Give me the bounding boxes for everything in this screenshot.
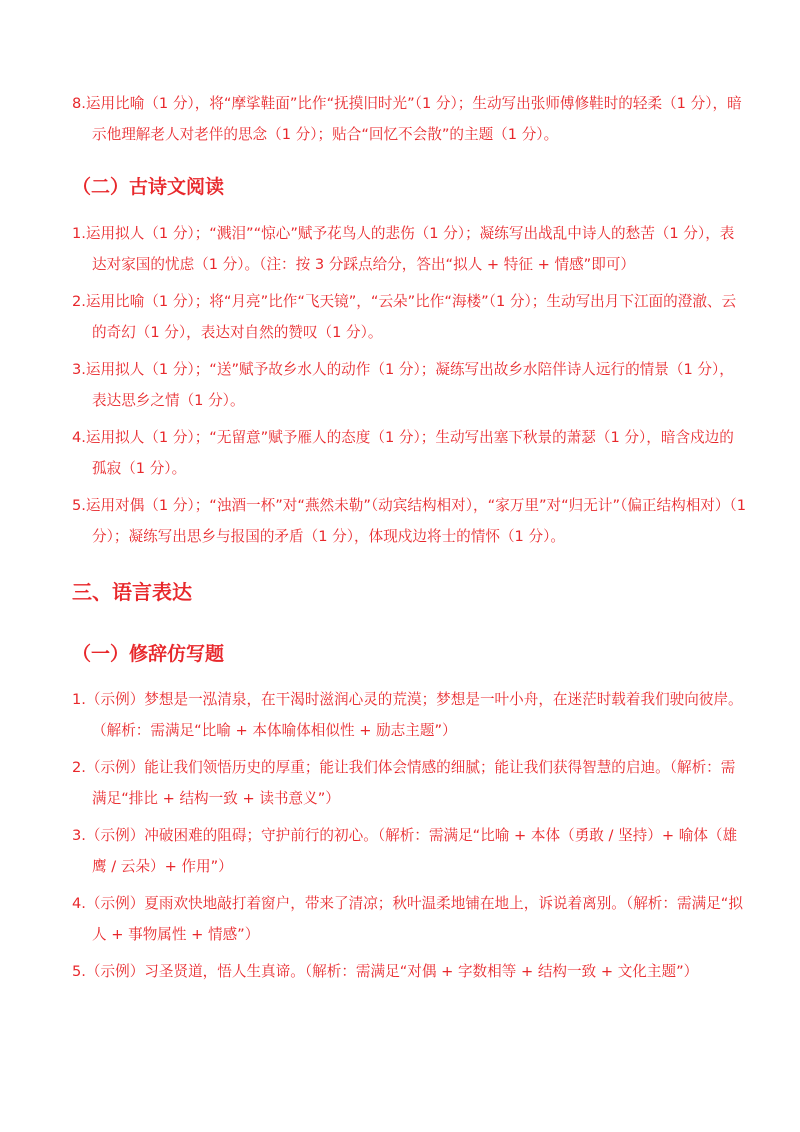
poetry-answer-4: 4.运用拟人（1 分）；“无留意”赋予雁人的态度（1 分）；生动写出塞下秋景的萧瑟（1 分），暗含戍边的孤寂（1 分）。 bbox=[72, 429, 734, 477]
poetry-answer-2: 2.运用比喻（1 分）；将“月亮”比作“飞天镜”，“云朵”比作“海楼”（1 分）；生动写出月下江面的澄澈、云的奇幻（1 分），表达对自然的赞叹（1 分）。 bbox=[72, 293, 737, 341]
rhetoric-answer-4: 4.（示例）夏雨欢快地敲打着窗户，带来了清凉；秋叶温柔地铺在地上，诉说着离别。（解析：需满足“拟人 + 事物属性 + 情感”） bbox=[72, 895, 743, 943]
rhetoric-answer-2: 2.（示例）能让我们领悟历史的厚重；能让我们体会情感的细腻；能让我们获得智慧的启迪。（解析：需满足“排比 + 结构一致 + 读书意义”） bbox=[72, 759, 736, 807]
section-heading-language: 三、语言表达 bbox=[72, 580, 192, 604]
poetry-answer-1: 1.运用拟人（1 分）；“溅泪”“惊心”赋予花鸟人的悲伤（1 分）；凝练写出战乱中诗人的愁苦（1 分），表达对家国的忧虑（1 分）。（注：按 3 分踩点给分，答出“拟人 + 特征 + 情感”即可） bbox=[72, 225, 735, 273]
rhetoric-answer-5: 5.（示例）习圣贤道，悟人生真谛。（解析：需满足“对偶 + 字数相等 + 结构一致 + 文化主题”） bbox=[72, 963, 699, 980]
answer-item-8: 8.运用比喻（1 分），将“摩挲鞋面”比作“抚摸旧时光”（1 分）；生动写出张师傅修鞋时的轻柔（1 分），暗示他理解老人对老伴的思念（1 分）；贴合“回忆不会散”的主题（1 分）。 bbox=[72, 95, 742, 143]
poetry-answer-3: 3.运用拟人（1 分）；“送”赋予故乡水人的动作（1 分）；凝练写出故乡水陪伴诗人远行的情景（1 分），表达思乡之情（1 分）。 bbox=[72, 361, 734, 409]
section-heading-poetry: （二）古诗文阅读 bbox=[72, 176, 225, 198]
poetry-answer-5: 5.运用对偶（1 分）；“浊酒一杯”对“燕然未勒”（动宾结构相对），“家万里”对“归无计”（偏正结构相对）（1 分）；凝练写出思乡与报国的矛盾（1 分），体现戍边将士的情怀（1 分）。 bbox=[72, 497, 747, 545]
rhetoric-answer-3: 3.（示例）冲破困难的阻碍；守护前行的初心。（解析：需满足“比喻 + 本体（勇敢 / 坚持）+ 喻体（雄鹰 / 云朵）+ 作用”） bbox=[72, 827, 738, 875]
rhetoric-answer-1: 1.（示例）梦想是一泓清泉，在干渴时滋润心灵的荒漠；梦想是一叶小舟，在迷茫时载着我们驶向彼岸。（解析：需满足“比喻 + 本体喻体相似性 + 励志主题”） bbox=[72, 691, 743, 739]
subsection-heading-rhetoric: （一）修辞仿写题 bbox=[72, 643, 225, 665]
